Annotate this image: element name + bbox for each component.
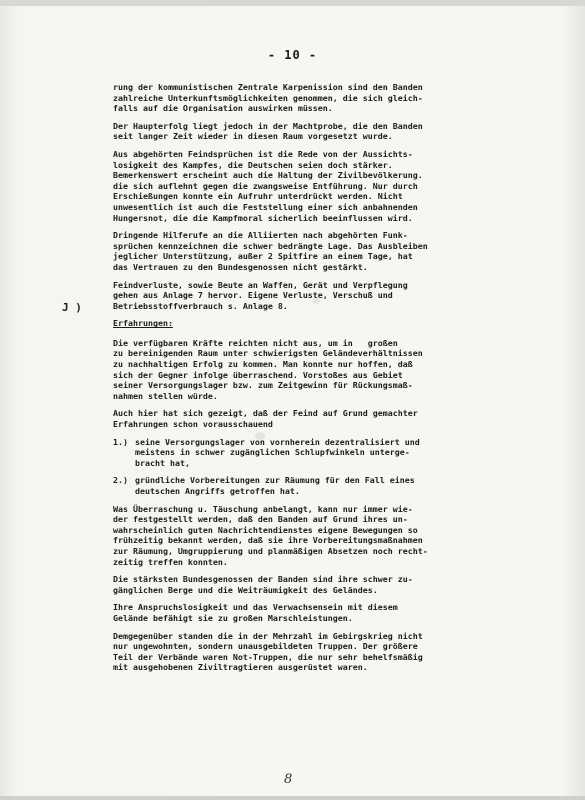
paragraph [113,121,531,142]
text-line: meistens in schwer zugänglichen Schlupfwinkeln untergе- [135,447,410,458]
text-line: Hungersnot, die die Kampfmoral sicherlich beeinflussen wird. [113,212,413,223]
text-line: Die verfügbaren Kräfte reichten nicht aus, um in großen [113,337,398,348]
text-line: zur Räumung, Umgruppierung und planmäßigen Absetzen noch recht- [113,545,428,556]
text-line: Die stärksten Bundesgenossen der Banden sind ihre schwer zu- [113,574,413,585]
item-text [135,475,531,496]
text-line: Betriebsstoffverbrauch s. Anlage 8. [113,300,288,311]
paragraph [113,574,531,595]
numbered-list [113,437,531,497]
text-line: jeglicher Unterstützung, außer 2 Spitfire an einem Tage, hat [113,251,413,262]
text-line: Auch hier hat sich gezeigt, daß der Feind auf Grund gemachter [113,408,418,419]
numbered-item [113,475,531,496]
item-number: 1.) [113,436,128,447]
text-line: zu bereinigenden Raum unter schwierigsten Geländeverhältnissen [113,348,423,359]
text-line: Ihre Anspruchslosigkeit und das Verwachsensein mit diesem [113,602,398,613]
paragraphs-end [113,504,531,673]
paragraph [113,408,531,429]
text-line: Aus abgehörten Feindsprüchen ist die Rede von der Aussichts- [113,148,413,159]
text-line: Was Überraschung u. Täuschung anbelangt, kann nur immer wie- [113,503,413,514]
paragraph [113,280,531,312]
paragraph [113,504,531,568]
text-line: Erfahrungen schon vorausschauend [113,419,273,430]
text-line: wahrscheinlich guten Nachrichtendienstes eigene Bewegungen so [113,524,418,535]
text-line: frühzeitig bekannt werden, daß sie ihre Vorbereitungsmaßnahmen [113,535,423,546]
text-line: unwesentlich ist auch die Feststellung einer sich anbahnenden [113,201,418,212]
text-line: zahlreiche Unterkunftsmöglichkeiten genommen, die sich gleich- [113,92,423,103]
text-line: Erschießungen konnte ein Aufruhr unterdrückt werden. Nicht [113,191,403,202]
text-line: die sich auflehnt gegen die zwangsweise Entführung. Nur durch [113,180,418,191]
item-number: 2.) [113,475,128,486]
paragraphs-before [113,82,531,311]
text-line: zeitig treffen konnten. [113,556,228,567]
scan-smudge [312,298,320,304]
text-line: das Vertrauen zu den Bundesgenossen nicht gestärkt. [113,261,368,272]
text-line: Der Haupterfolg liegt jedoch in der Machtprobe, die den Banden [113,120,423,131]
paragraph [113,82,531,114]
scan-edge-bottom [0,796,585,800]
text-line: nur ungewohnten, sondern unausgebildeten Truppen. Der größere [113,641,418,652]
text-line: der festgestellt werden, daß den Banden auf Grund ihres un- [113,514,408,525]
paragraph [113,149,531,223]
paragraph [113,602,531,623]
document-body [113,82,531,680]
text-line: seit langer Zeit wieder in diesen Raum vorgesetzt wurde. [113,131,393,142]
paragraph [113,230,531,272]
text-line: gänglichen Berge und die Weiträumigkeit des Geländes. [113,584,378,595]
text-line: bracht hat, [135,457,190,468]
scan-smudge [255,432,265,440]
paragraph [113,631,531,673]
section-letter: J ) [62,301,82,314]
text-line: gehen aus Anlage 7 hervor. Eigene Verluste, Verschuß und [113,290,393,301]
paragraphs-after [113,338,531,430]
scan-edge-top [0,0,585,6]
section-heading: Erfahrungen: [113,318,173,329]
text-line: losigkeit des Kampfes, die Deutschen seien doch stärker. [113,159,393,170]
text-line: sprüchen kennzeichnen die schwer bedrängte Lage. Das Ausbleiben [113,240,428,251]
text-line: deutschen Angriffs getroffen hat. [135,486,300,496]
page-number: - 10 - [267,48,318,62]
text-line: nahmen stellen würde. [113,390,218,401]
text-line: rung der kommunistischen Zentrale Karpenission sind den Banden [113,82,423,92]
text-line: Teil der Verbände waren Not-Truppen, die nur sehr behelfsmäßig [113,651,423,662]
text-line: seine Versorgungslager von vornherein dezentralisiert und [135,436,420,447]
text-line: Dringende Hilferufe an die Alliierten nach abgehörten Funk- [113,230,408,241]
text-line: falls auf die Organisation auswirken müssen. [113,103,333,114]
item-text [135,437,531,469]
text-line: Demgegenüber standen die in der Mehrzahl im Gebirgskrieg nicht [113,630,423,641]
paragraph [113,338,531,402]
text-line: sich der Gegner infolge überraschend. Vorstoßes aus Gebiet [113,369,403,380]
text-line: zu nachhaltigen Erfolg zu kommen. Man konnte nur hoffen, daß [113,359,413,370]
numbered-item [113,437,531,469]
text-line: Gelände befähigt sie zu großen Marschleistungen. [113,612,353,623]
text-line: mit ausgehobenen Ziviltragtieren ausgerüstet waren. [113,662,368,673]
handwritten-page-mark: 8 [284,772,293,787]
text-line: seiner Versorgungslager bzw. zum Zeitgewinn für Rückungsmaß- [113,380,413,391]
text-line: gründliche Vorbereitungen zur Räumung für den Fall eines [135,475,415,486]
text-line: Feindverluste, sowie Beute an Waffen, Gerät und Verpflegung [113,279,408,290]
text-line: Bemerkenswert erscheint auch die Haltung der Zivilbevölkerung. [113,170,423,181]
